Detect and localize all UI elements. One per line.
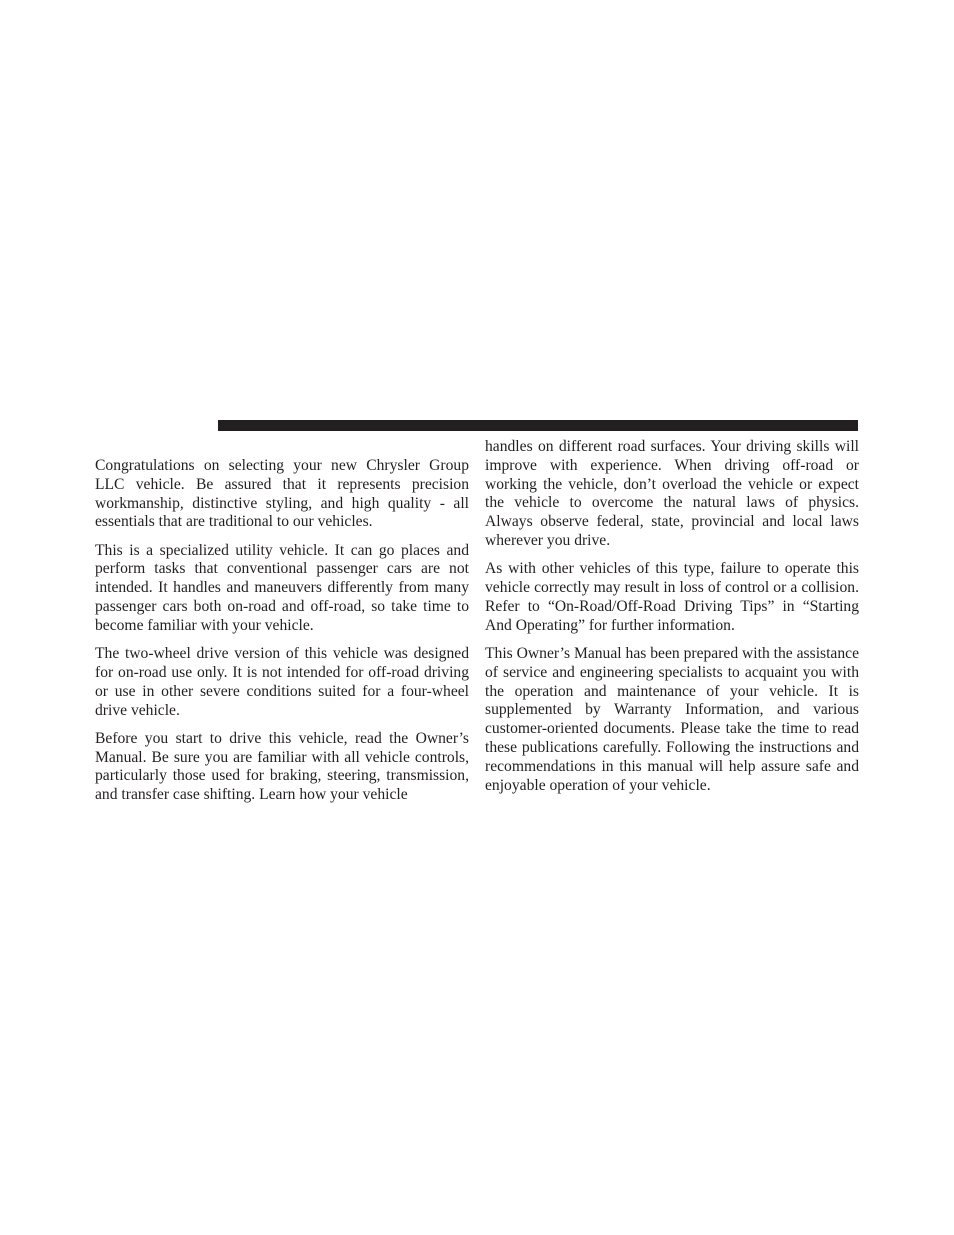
paragraph-congratulations: Congratulations on selecting your new Chrysler Group LLC vehicle. Be assured that it represents precision workmanship, distinctive styling, and high quality - all essentials that are traditional to our vehicles. bbox=[95, 457, 469, 531]
section-header-rule bbox=[218, 420, 858, 431]
left-text-column bbox=[95, 457, 469, 815]
paragraph-road-surfaces: handles on different road surfaces. Your driving skills will improve with experience. When driving off-road or working the vehicle, don’t overload the vehicle or expect the vehicle to overcome the natural laws of physics. Always observe federal, state, provincial and local laws wherever you drive. bbox=[485, 438, 859, 549]
paragraph-before-you-drive: Before you start to drive this vehicle, read the Owner’s Manual. Be sure you are familiar with all vehicle controls, particularly those used for braking, steering, transmission, and transfer case shifting. Learn how your vehicle bbox=[95, 729, 469, 804]
right-text-column bbox=[485, 438, 859, 805]
paragraph-utility-vehicle: This is a specialized utility vehicle. It can go places and perform tasks that conventional passenger cars are not intended. It handles and maneuvers differently from many passenger cars both on-road and off-road, so take time to become familiar with your vehicle. bbox=[95, 541, 469, 634]
paragraph-two-wheel-drive: The two-wheel drive version of this vehicle was designed for on-road use only. It is not intended for off-road driving or use in other severe conditions suited for a four-wheel drive vehicle. bbox=[95, 645, 469, 719]
paragraph-loss-of-control: As with other vehicles of this type, failure to operate this vehicle correctly may result in loss of control or a collision. Refer to “On-Road/Off-Road Driving Tips” in “Starting And Operating” for further information. bbox=[485, 560, 859, 634]
paragraph-manual-preparation: This Owner’s Manual has been prepared with the assistance of service and engineering specialists to acquaint you with the operation and maintenance of your vehicle. It is supplemented by Warranty Information, and various customer-oriented documents. Please take the time to read these publications carefully. Following the instructions and recommendations in this manual will help assure safe and enjoyable operation of your vehicle. bbox=[485, 644, 859, 794]
